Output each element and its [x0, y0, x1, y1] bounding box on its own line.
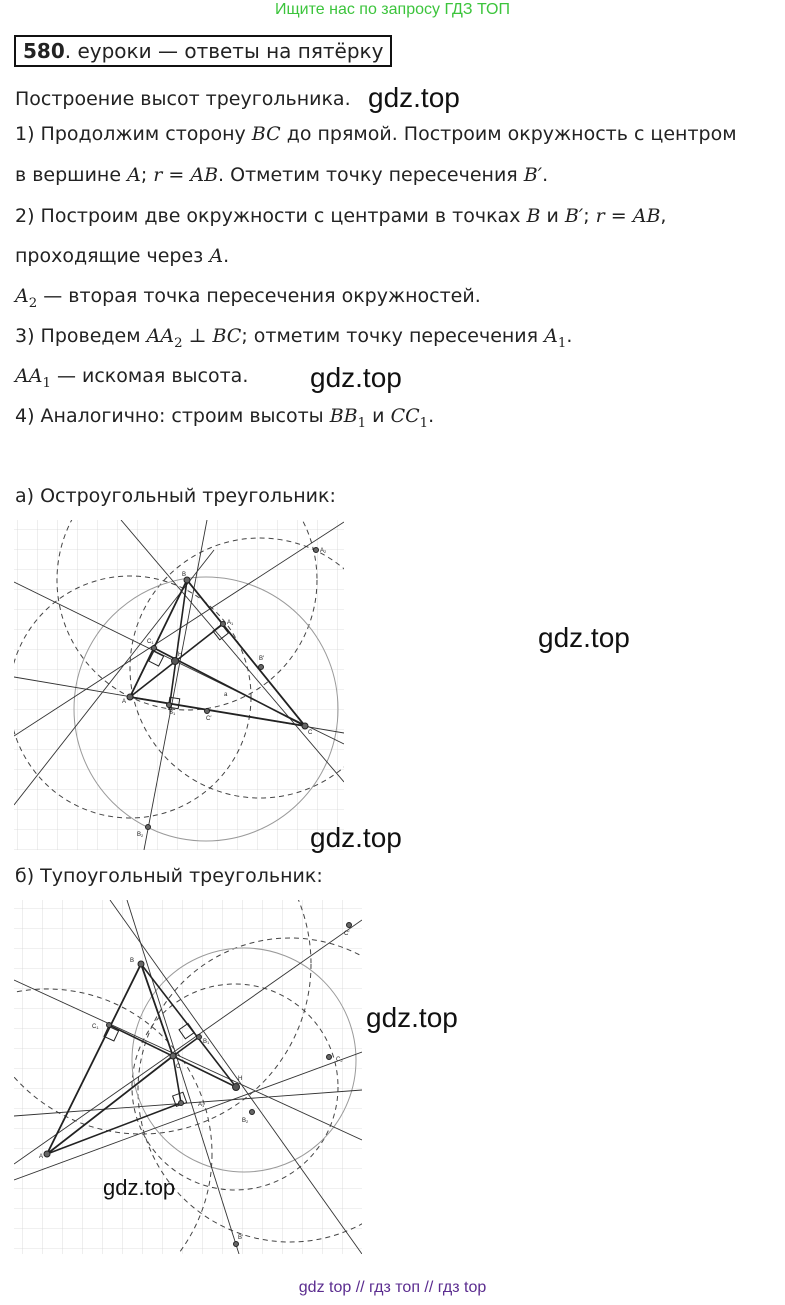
- point-b-prime: [259, 665, 264, 670]
- label-b: B: [130, 958, 135, 964]
- point-b1: [197, 1035, 202, 1040]
- point-c2: [327, 1055, 332, 1060]
- label-b2: B2: [137, 832, 144, 838]
- point-b2: [250, 1110, 255, 1115]
- watermark: gdz.top: [310, 822, 402, 853]
- point-h: [233, 1084, 240, 1091]
- point-a1: [221, 622, 226, 627]
- label-c1: C1: [92, 1024, 99, 1030]
- exercise-source: . еуроки — ответы на пятёрку: [64, 39, 384, 63]
- step-3-line-1: 3) Проведем $AA_2$ ⊥ BC; отметим точку пересечения $A_1$.: [15, 325, 573, 351]
- label-a2: A2: [320, 548, 327, 554]
- point-c: [302, 723, 308, 729]
- label-c: C: [176, 1064, 181, 1070]
- label-c: C: [308, 730, 313, 736]
- label-b2: B2: [242, 1118, 249, 1124]
- point-c1: [107, 1023, 112, 1028]
- grid: [14, 900, 362, 1254]
- watermark: gdz.top: [103, 1175, 176, 1200]
- step-4-line: 4) Аналогично: строим высоты $BB_1$ и $CC_1$.: [15, 405, 435, 431]
- section-a-heading: а) Остроугольный треугольник:: [15, 485, 336, 507]
- point-c1: [152, 646, 157, 651]
- point-a: [44, 1151, 50, 1157]
- label-b: B: [182, 572, 187, 578]
- label-a-side: a: [224, 692, 228, 698]
- label-c-prime: C′: [344, 931, 350, 937]
- step-3-line-2: $AA_1$ — искомая высота.: [15, 365, 249, 391]
- watermark: gdz.top: [368, 82, 460, 113]
- footer-links[interactable]: gdz top // гдз топ // гдз top: [298, 1279, 487, 1296]
- top-banner[interactable]: Ищите нас по запросу ГДЗ ТОП: [275, 1, 510, 18]
- exercise-title: [14, 35, 392, 67]
- section-b-heading: б) Тупоугольный треугольник:: [15, 865, 323, 887]
- figure-obtuse-triangle: [14, 900, 362, 1254]
- label-b-prime: B′: [238, 1235, 244, 1241]
- point-b-prime: [234, 1242, 239, 1247]
- point-a1: [179, 1101, 184, 1106]
- step-1-line-1: 1) Продолжим сторону BC до прямой. Построим окружность с центром: [15, 123, 737, 145]
- label-a: A: [39, 1154, 44, 1160]
- watermark: gdz.top: [538, 622, 630, 653]
- watermark: gdz.top: [366, 1002, 458, 1033]
- point-b: [138, 961, 144, 967]
- exercise-number: 580: [23, 39, 65, 63]
- label-c1: C1: [147, 639, 154, 645]
- label-h: H: [238, 1076, 243, 1082]
- label-c-prime: C′: [206, 716, 212, 722]
- label-a1: A1: [227, 620, 234, 626]
- point-c-prime: [347, 923, 352, 928]
- label-b-prime: B′: [259, 656, 265, 662]
- label-a: A: [122, 699, 127, 705]
- label-c2: C2: [336, 1057, 343, 1063]
- intro-line: Построение высот треугольника.: [15, 88, 351, 110]
- watermark: gdz.top: [310, 362, 402, 393]
- step-2-line-1: 2) Построим две окружности с центрами в точках B и B′; r = AB,: [15, 205, 667, 227]
- label-a1: A1: [198, 1102, 205, 1108]
- point-c: [170, 1053, 176, 1059]
- figure-acute-triangle: [14, 520, 344, 850]
- point-b2: [146, 825, 151, 830]
- point-h: [172, 658, 179, 665]
- label-b1: B1: [203, 1039, 210, 1045]
- step-1-line-2: в вершине A; r = AB. Отметим точку пересечения B′.: [15, 164, 549, 186]
- step-2-line-2: проходящие через A.: [15, 245, 230, 267]
- label-b1: B1: [169, 710, 176, 716]
- point-c-prime: [205, 709, 210, 714]
- point-a2: [314, 548, 319, 553]
- point-a: [127, 694, 133, 700]
- label-h: H: [178, 652, 183, 658]
- point-b1: [167, 703, 172, 708]
- step-2-line-3: $A_2$ — вторая точка пересечения окружностей.: [15, 285, 481, 311]
